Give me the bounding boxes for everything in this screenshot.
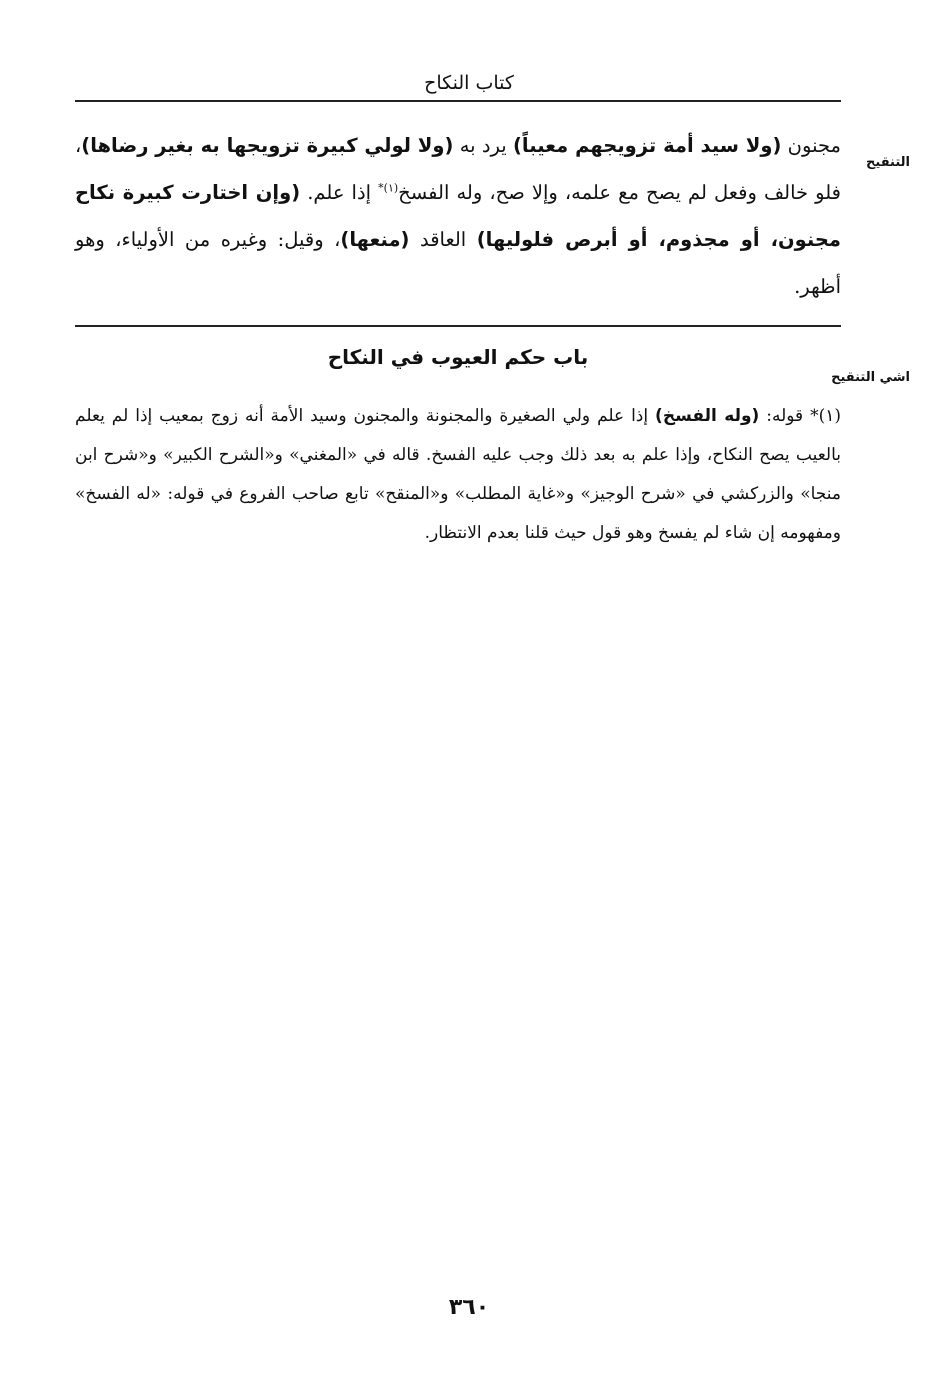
- margin-label-main: التنقيح: [866, 155, 910, 170]
- footnote-segment: (١)* قوله:: [759, 406, 842, 426]
- footnote-bold: (وله الفسخ): [655, 406, 760, 426]
- header-rule: [75, 100, 841, 102]
- main-text-segment: مجنون: [781, 134, 841, 157]
- main-text-bold: (ولا سيد أمة تزويجهم معيباً): [513, 134, 782, 157]
- running-title: كتاب النكاح: [424, 72, 514, 94]
- footnote-rule: [75, 325, 841, 327]
- footnote-marker: (١)*: [378, 181, 399, 195]
- main-text-segment: العاقد: [409, 228, 477, 251]
- main-text: [75, 122, 841, 310]
- main-text-bold: (ولا لولي كبيرة تزويجها به بغير رضاها): [81, 134, 454, 157]
- main-text-bold: (وإن اختارت كبيرة نكاح مجنون، أو مجذوم، أو أبرص فلوليها): [75, 181, 841, 251]
- main-text-segment: يرد به: [453, 134, 514, 157]
- page-number: ٣٦٠: [448, 1295, 490, 1320]
- footnote-text: [75, 397, 841, 553]
- section-title: باب حكم العيوب في النكاح: [327, 345, 589, 369]
- main-text-segment: ، فلو خالف وفعل لم يصح مع علمه، وإلا صح، وله الفسخ: [75, 134, 841, 204]
- margin-label-footnote: اشي التنقيح: [831, 370, 910, 385]
- footnote-segment: إذا علم ولي الصغيرة والمجنونة والمجنون وسيد الأمة أنه زوج بمعيب إذا لم يعلم بالعيب يصح النكاح، وإذا علم به بعد ذلك وجب عليه الفسخ. قاله في «المغني» و«الشرح الكبير» و«شرح ابن منجا» والزركشي في «شرح الوجيز» و«غاية المطلب» و«المنقح» تابع صاحب الفروع في قوله: «له الفسخ» ومفهومه إن شاء لم يفسخ وهو قول حيث قلنا بعدم الانتظار.: [75, 406, 842, 543]
- main-text-bold: (منعها): [340, 228, 410, 251]
- main-text-segment: إذا علم.: [300, 181, 379, 204]
- main-text-segment: ، وقيل: وغيره من الأولياء، وهو أظهر.: [75, 228, 841, 298]
